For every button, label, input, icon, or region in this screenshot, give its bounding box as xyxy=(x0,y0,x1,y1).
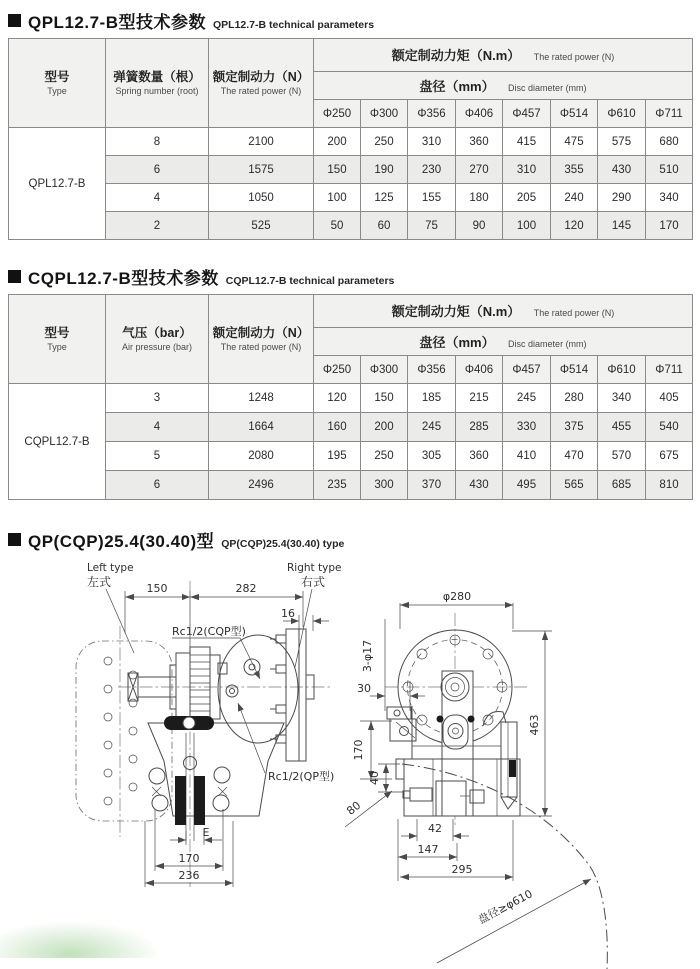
group-header-disc-diameter xyxy=(314,72,693,100)
disc-diameter-note: 盘径≥φ610 xyxy=(476,887,535,927)
table-cell: 5 xyxy=(106,442,209,471)
table-cell: 370 xyxy=(408,471,456,500)
header-en: The rated power (N) xyxy=(220,341,302,352)
table-cell: 100 xyxy=(314,184,361,212)
header-en: The rated power (N) xyxy=(533,52,615,62)
section-bullet-icon xyxy=(8,14,21,27)
table-row xyxy=(9,156,693,184)
dim-282-label: 282 xyxy=(235,582,257,595)
diameter-header: Φ457 xyxy=(503,356,551,384)
col-header-air-pressure xyxy=(106,295,209,384)
diameter-header: Φ514 xyxy=(551,100,598,128)
diameter-header: Φ356 xyxy=(408,356,456,384)
table-cell: 6 xyxy=(106,156,209,184)
rc-cqp-label: Rc1/2(CQP型) xyxy=(172,625,246,638)
center-column xyxy=(442,671,473,816)
col-header-rated-force xyxy=(209,295,314,384)
table-cell: 190 xyxy=(361,156,408,184)
diameter-header: Φ610 xyxy=(598,100,646,128)
table-cell: 50 xyxy=(314,212,361,240)
table-cell: 2 xyxy=(106,212,209,240)
table-cell: 405 xyxy=(646,384,693,413)
table-cell: 305 xyxy=(408,442,456,471)
table-cell: 6 xyxy=(106,471,209,500)
table-cell: 150 xyxy=(361,384,408,413)
header-en: The rated power (N) xyxy=(533,308,615,318)
dia-280-label: φ280 xyxy=(442,590,472,603)
table-cell: 300 xyxy=(361,471,408,500)
diameter-header: Φ250 xyxy=(314,356,361,384)
section-title-en: QP(CQP)25.4(30.40) type xyxy=(221,538,345,550)
table-cell: 75 xyxy=(408,212,456,240)
table-cell: 375 xyxy=(551,413,598,442)
table-cell: 810 xyxy=(646,471,693,500)
table-cell: 340 xyxy=(646,184,693,212)
group-header-disc-diameter xyxy=(314,328,693,356)
table-cell: 200 xyxy=(314,128,361,156)
table-cell: 685 xyxy=(598,471,646,500)
table-cell: 100 xyxy=(503,212,551,240)
table-cell: 410 xyxy=(503,442,551,471)
header-en: Spring number (root) xyxy=(115,85,199,96)
section-title-en: QPL12.7-B technical parameters xyxy=(212,19,375,31)
table-cell: 120 xyxy=(551,212,598,240)
table-cell: 575 xyxy=(598,128,646,156)
table-cell: 675 xyxy=(646,442,693,471)
group-header-torque xyxy=(314,39,693,72)
header-cn: 盘径（mm） xyxy=(419,78,495,94)
dim-170-left-label: 170 xyxy=(178,852,200,865)
table-cell: 340 xyxy=(598,384,646,413)
table-cell: 1575 xyxy=(209,156,314,184)
header-cn: 额定制动力矩（N.m） xyxy=(391,304,521,319)
dim-236-label: 236 xyxy=(178,869,200,882)
right-type-label-cn: 右式 xyxy=(301,575,326,589)
ghost-bolt-holes xyxy=(104,657,137,805)
header-cn: 型号 xyxy=(44,70,70,85)
right-type-label-en: Right type xyxy=(287,562,342,574)
section-title-cn: QPL12.7-B型技术参数 xyxy=(28,13,206,32)
header-cn: 型号 xyxy=(44,326,70,341)
diameter-header: Φ300 xyxy=(361,100,408,128)
dim-170-right-label: 170 xyxy=(352,739,365,761)
dim-80-label: 80 xyxy=(344,798,364,818)
section-bullet-icon xyxy=(8,270,21,283)
header-en: Disc diameter (mm) xyxy=(508,338,587,349)
group-header-torque xyxy=(314,295,693,328)
table-cell: 540 xyxy=(646,413,693,442)
table-cell: 2100 xyxy=(209,128,314,156)
header-en: The rated power (N) xyxy=(220,85,302,96)
table-cell: 160 xyxy=(314,413,361,442)
table-cell: 1050 xyxy=(209,184,314,212)
header-en: Type xyxy=(47,341,67,352)
table-cell: 245 xyxy=(408,413,456,442)
brake-pad-right xyxy=(194,776,205,825)
table-cell: 270 xyxy=(456,156,503,184)
table-cell: 565 xyxy=(551,471,598,500)
table-cell: 430 xyxy=(456,471,503,500)
dim-295-label: 295 xyxy=(451,863,473,876)
table-cell: 235 xyxy=(314,471,361,500)
brake-pad-left xyxy=(175,776,186,825)
cqpl-table-body xyxy=(9,384,693,500)
model-cell: QPL12.7-B xyxy=(9,128,106,240)
qpl-parameters-table xyxy=(8,38,693,240)
section-title-cn: CQPL12.7-B型技术参数 xyxy=(28,269,219,288)
section-bullet-icon xyxy=(8,533,21,546)
table-cell: 250 xyxy=(361,128,408,156)
table-cell: 310 xyxy=(503,156,551,184)
table-cell: 280 xyxy=(551,384,598,413)
section-title-qp-type xyxy=(8,527,700,552)
table-cell: 525 xyxy=(209,212,314,240)
table-cell: 680 xyxy=(646,128,693,156)
table-row xyxy=(9,184,693,212)
table-cell: 4 xyxy=(106,413,209,442)
header-en: Air pressure (bar) xyxy=(121,341,193,352)
table-cell: 90 xyxy=(456,212,503,240)
diameter-header: Φ711 xyxy=(646,356,693,384)
dim-42-label: 42 xyxy=(428,822,442,835)
table-cell: 125 xyxy=(361,184,408,212)
rc-qp-label: Rc1/2(QP型) xyxy=(268,770,335,783)
diameter-header: Φ514 xyxy=(551,356,598,384)
table-row xyxy=(9,471,693,500)
table-row xyxy=(9,384,693,413)
table-cell: 8 xyxy=(106,128,209,156)
qpl-table-body xyxy=(9,128,693,240)
table-cell: 120 xyxy=(314,384,361,413)
header-cn: 额定制动力（N） xyxy=(212,70,310,85)
table-cell: 285 xyxy=(456,413,503,442)
table-cell: 180 xyxy=(456,184,503,212)
caliper-bolt-holes xyxy=(149,757,230,812)
diameter-header: Φ457 xyxy=(503,100,551,128)
dim-30-label: 30 xyxy=(357,682,371,695)
cqpl-parameters-table xyxy=(8,294,693,500)
diameter-header: Φ406 xyxy=(456,356,503,384)
header-cn: 弹簧数量（根） xyxy=(113,70,201,85)
left-type-label-cn: 左式 xyxy=(87,575,112,589)
table-cell: 200 xyxy=(361,413,408,442)
diameter-header: Φ711 xyxy=(646,100,693,128)
diameter-header: Φ356 xyxy=(408,100,456,128)
dim-40-label: 40 xyxy=(368,771,381,785)
dim-463-label: 463 xyxy=(528,714,541,736)
model-cell: CQPL12.7-B xyxy=(9,384,106,500)
header-cn: 额定制动力（N） xyxy=(212,326,310,341)
table-cell: 150 xyxy=(314,156,361,184)
section-title-qpl xyxy=(8,8,700,33)
table-cell: 415 xyxy=(503,128,551,156)
dim-150-label: 150 xyxy=(146,582,168,595)
table-row xyxy=(9,212,693,240)
section-title-en: CQPL12.7-B technical parameters xyxy=(225,275,395,287)
diameter-header: Φ250 xyxy=(314,100,361,128)
diameter-header: Φ300 xyxy=(361,356,408,384)
left-view-drawing xyxy=(76,562,341,887)
table-cell: 510 xyxy=(646,156,693,184)
col-header-rated-force xyxy=(209,39,314,128)
diameter-header: Φ610 xyxy=(598,356,646,384)
table-cell: 195 xyxy=(314,442,361,471)
dim-16-label: 16 xyxy=(281,607,295,620)
right-view-drawing xyxy=(344,590,607,969)
technical-drawing xyxy=(0,557,700,969)
table-cell: 290 xyxy=(598,184,646,212)
table-row xyxy=(9,442,693,471)
table-cell: 185 xyxy=(408,384,456,413)
table-cell: 205 xyxy=(503,184,551,212)
header-cn: 气压（bar） xyxy=(122,326,192,341)
table-cell: 310 xyxy=(408,128,456,156)
col-header-type xyxy=(9,295,106,384)
bolt-holes-spec-label: 3-φ17 xyxy=(361,639,374,673)
table-cell: 1664 xyxy=(209,413,314,442)
table-cell: 455 xyxy=(598,413,646,442)
table-cell: 1248 xyxy=(209,384,314,413)
table-cell: 430 xyxy=(598,156,646,184)
table-cell: 330 xyxy=(503,413,551,442)
table-cell: 355 xyxy=(551,156,598,184)
section-title-cn: QP(CQP)25.4(30.40)型 xyxy=(28,532,215,551)
table-cell: 2496 xyxy=(209,471,314,500)
table-cell: 4 xyxy=(106,184,209,212)
table-cell: 470 xyxy=(551,442,598,471)
table-cell: 360 xyxy=(456,442,503,471)
table-cell: 145 xyxy=(598,212,646,240)
header-en: Type xyxy=(47,85,67,96)
table-cell: 170 xyxy=(646,212,693,240)
table-cell: 495 xyxy=(503,471,551,500)
table-cell: 570 xyxy=(598,442,646,471)
dim-e-label: E xyxy=(202,826,210,839)
section-title-cqpl xyxy=(8,264,700,289)
table-cell: 2080 xyxy=(209,442,314,471)
col-header-spring-number xyxy=(106,39,209,128)
table-cell: 215 xyxy=(456,384,503,413)
table-cell: 240 xyxy=(551,184,598,212)
diameter-header: Φ406 xyxy=(456,100,503,128)
header-cn: 额定制动力矩（N.m） xyxy=(391,48,521,63)
table-row xyxy=(9,128,693,156)
left-type-label-en: Left type xyxy=(87,562,134,574)
dim-147-label: 147 xyxy=(417,843,439,856)
table-cell: 230 xyxy=(408,156,456,184)
table-cell: 250 xyxy=(361,442,408,471)
table-cell: 3 xyxy=(106,384,209,413)
table-cell: 155 xyxy=(408,184,456,212)
table-cell: 360 xyxy=(456,128,503,156)
header-en: Disc diameter (mm) xyxy=(508,82,587,93)
table-cell: 60 xyxy=(361,212,408,240)
table-cell: 245 xyxy=(503,384,551,413)
table-row xyxy=(9,413,693,442)
table-cell: 475 xyxy=(551,128,598,156)
col-header-type xyxy=(9,39,106,128)
header-cn: 盘径（mm） xyxy=(419,334,495,350)
